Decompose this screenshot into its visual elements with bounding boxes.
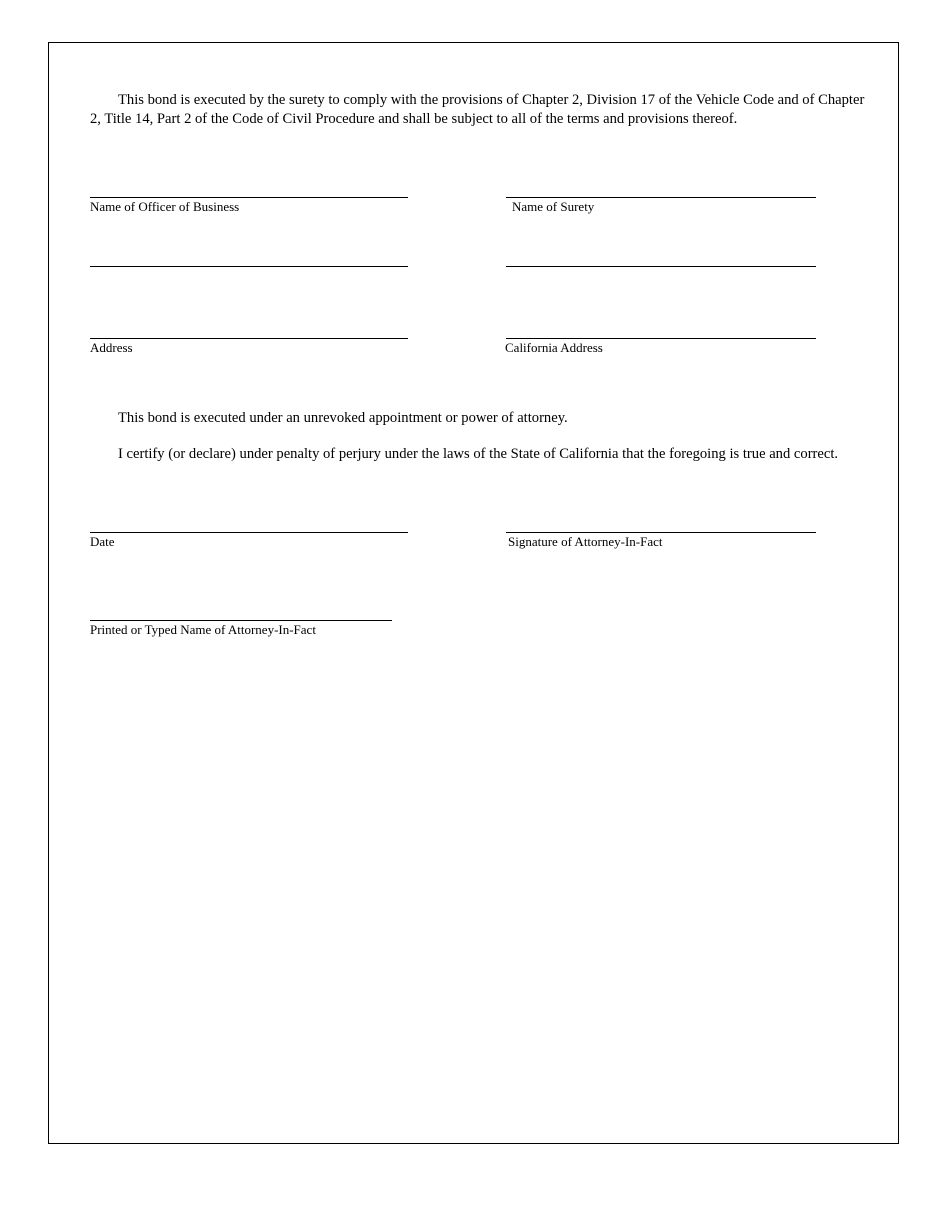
surety-name-line[interactable] [506, 197, 816, 198]
appointment-paragraph: This bond is executed under an unrevoked appointment or power of attorney. [118, 410, 568, 426]
california-address-label: California Address [505, 340, 603, 355]
california-address-line[interactable] [506, 338, 816, 339]
address-label: Address [90, 340, 133, 355]
date-line[interactable] [90, 532, 408, 533]
printed-name-label: Printed or Typed Name of Attorney-In-Fact [90, 622, 316, 637]
compliance-paragraph: This bond is executed by the surety to comply with the provisions of Chapter 2, Division 17 of the Vehicle Code and of Chapter 2, Title 14, Part 2 of the Code of Civil Procedure and shall be subject to all of the terms and provisions thereof. [90, 92, 865, 127]
surety-name-label: Name of Surety [512, 199, 595, 214]
date-label: Date [90, 534, 115, 549]
address-line[interactable] [90, 338, 408, 339]
signature-line[interactable] [506, 532, 816, 533]
officer-name-label: Name of Officer of Business [90, 199, 240, 214]
officer-extra-line[interactable] [90, 266, 408, 267]
officer-name-line[interactable] [90, 197, 408, 198]
certification-paragraph: I certify (or declare) under penalty of perjury under the laws of the State of California that the foregoing is true and correct. [118, 446, 839, 462]
surety-extra-line[interactable] [506, 266, 816, 267]
signature-label: Signature of Attorney-In-Fact [508, 534, 663, 549]
printed-name-line[interactable] [90, 620, 392, 621]
